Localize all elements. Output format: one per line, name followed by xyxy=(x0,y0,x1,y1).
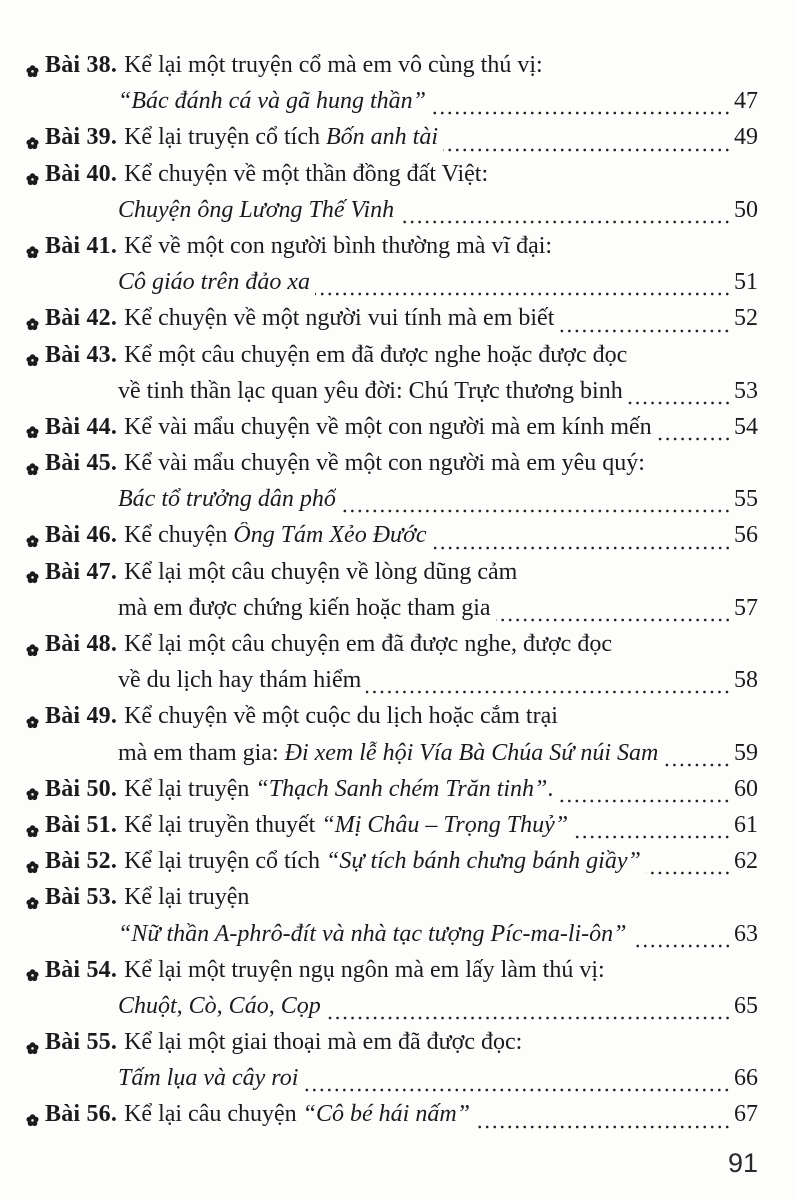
entry-text xyxy=(124,124,438,151)
entry-text-segment: Ông Tám Xẻo Đước xyxy=(233,522,427,549)
entry-text-segment: Kể chuyện về một người vui tính mà em biết xyxy=(124,305,555,332)
toc-entry xyxy=(25,631,758,703)
page-number: 91 xyxy=(727,1148,758,1178)
dot-leader xyxy=(663,763,731,767)
entry-text xyxy=(124,1101,470,1128)
toc-line xyxy=(25,884,758,920)
dot-leader xyxy=(496,618,731,622)
entry-number: Bài 38. xyxy=(45,52,118,78)
entry-text-segment: Kể lại truyện xyxy=(124,775,256,802)
entry-number: Bài 49. xyxy=(45,703,118,730)
toc-line xyxy=(25,559,758,595)
entry-text xyxy=(124,414,652,441)
entry-number: Bài 47. xyxy=(45,558,118,585)
dot-leader xyxy=(657,437,731,441)
toc-entry xyxy=(25,342,758,414)
entry-page-number: 58 xyxy=(734,667,758,694)
flower-bullet-icon xyxy=(25,895,45,910)
entry-text xyxy=(118,667,361,694)
entry-text-segment: Kể lại truyền thuyết xyxy=(124,811,322,838)
entry-text xyxy=(124,305,554,332)
toc-entry xyxy=(25,233,758,305)
flower-bullet-icon xyxy=(25,171,45,186)
toc-entry xyxy=(25,52,758,124)
entry-text xyxy=(118,993,321,1020)
toc-line xyxy=(25,124,758,160)
toc-entry xyxy=(25,884,758,956)
entry-text xyxy=(124,703,558,730)
toc-entry xyxy=(25,450,758,522)
entry-text xyxy=(124,559,517,586)
entry-text xyxy=(124,1029,522,1056)
entry-text-segment: “Bác đánh cá và gã hung thần” xyxy=(118,88,426,115)
toc-line xyxy=(25,522,758,558)
toc-line xyxy=(25,631,758,667)
toc-entry xyxy=(25,1029,758,1101)
entry-page-number: 63 xyxy=(734,920,758,947)
toc-entry xyxy=(25,957,758,1029)
flower-bullet-icon xyxy=(25,859,45,874)
entry-text-segment: Kể lại một câu chuyện em đã được nghe, được đọc xyxy=(124,631,612,657)
toc-line xyxy=(25,921,758,957)
entry-text-segment: Kể lại câu chuyện xyxy=(124,1101,303,1128)
entry-text xyxy=(124,884,249,911)
toc-line xyxy=(25,703,758,739)
toc-line xyxy=(25,1029,758,1065)
entry-text-segment: Bốn anh tài xyxy=(326,124,439,151)
entry-page-number: 51 xyxy=(734,269,758,296)
entry-text-segment: Chuột, Cò, Cáo, Cọp xyxy=(118,992,321,1019)
entry-text-segment: “Thạch Sanh chém Trăn tinh” xyxy=(255,775,548,802)
flower-bullet-icon xyxy=(25,1112,45,1127)
flower-bullet-icon xyxy=(25,642,45,657)
toc-entry xyxy=(25,703,758,775)
entry-text xyxy=(118,740,658,767)
entry-text xyxy=(118,197,394,224)
dot-leader xyxy=(303,1088,731,1092)
dot-leader xyxy=(341,509,731,513)
entry-page-number: 52 xyxy=(734,305,758,332)
entry-page-number: 62 xyxy=(734,848,758,875)
entry-text xyxy=(124,631,612,658)
entry-text-segment: Đi xem lễ hội Vía Bà Chúa Sứ núi Sam xyxy=(284,739,659,766)
entry-page-number: 53 xyxy=(734,377,758,404)
flower-bullet-icon xyxy=(25,967,45,982)
entry-text xyxy=(124,342,627,369)
flower-bullet-icon xyxy=(25,533,45,548)
entry-text-segment: mà em được chứng kiến hoặc tham gia xyxy=(118,594,491,621)
toc-line xyxy=(25,305,758,341)
entry-text-segment: Kể một câu chuyện em đã được nghe hoặc được đọc xyxy=(124,341,628,368)
entry-text-segment: . xyxy=(547,775,554,802)
entry-page-number: 59 xyxy=(734,739,758,766)
entry-number: Bài 54. xyxy=(45,956,118,983)
flower-bullet-icon xyxy=(25,1040,45,1055)
entry-number: Bài 51. xyxy=(45,811,118,838)
toc-line xyxy=(25,1065,758,1101)
entry-text-segment: Kể vài mẩu chuyện về một con người mà em kính mến xyxy=(124,413,652,440)
entry-number: Bài 44. xyxy=(45,413,118,440)
toc-entry xyxy=(25,812,758,848)
entry-page-number: 65 xyxy=(734,992,758,1019)
entry-text xyxy=(118,269,310,296)
dot-leader xyxy=(443,148,731,152)
entry-text xyxy=(118,378,623,405)
entry-number: Bài 53. xyxy=(45,884,118,911)
entry-page-number: 50 xyxy=(734,196,758,223)
dot-leader xyxy=(646,871,731,875)
toc-line xyxy=(25,848,758,884)
toc-list xyxy=(25,52,758,1138)
entry-text xyxy=(124,848,641,875)
entry-text-segment: Cô giáo trên đảo xa xyxy=(118,269,310,296)
entry-number: Bài 52. xyxy=(45,848,118,875)
entry-text-segment: Kể lại một câu chuyện về lòng dũng cảm xyxy=(124,558,518,585)
entry-text xyxy=(124,776,553,803)
dot-leader xyxy=(432,546,731,550)
dot-leader xyxy=(632,944,731,948)
toc-entry xyxy=(25,776,758,812)
entry-number: Bài 56. xyxy=(45,1101,118,1128)
entry-text-segment: “Mị Châu – Trọng Thuỷ” xyxy=(321,811,569,838)
entry-text-segment: “Sự tích bánh chưng bánh giầy” xyxy=(326,848,641,875)
entry-text-segment: Kể chuyện về một thần đồng đất Việt: xyxy=(124,160,489,187)
entry-number: Bài 48. xyxy=(45,631,118,657)
entry-page-number: 49 xyxy=(734,124,758,151)
dot-leader xyxy=(431,111,731,115)
entry-text xyxy=(124,450,645,477)
toc-entry xyxy=(25,522,758,558)
entry-number: Bài 39. xyxy=(45,124,118,151)
entry-number: Bài 43. xyxy=(45,341,118,368)
entry-text xyxy=(124,233,552,260)
entry-text xyxy=(124,522,427,549)
entry-number: Bài 45. xyxy=(45,450,118,477)
flower-bullet-icon xyxy=(25,424,45,439)
toc-entry xyxy=(25,161,758,233)
entry-text-segment: về tinh thần lạc quan yêu đời: Chú Trực thương binh xyxy=(118,377,623,404)
entry-text-segment: Kể chuyện về một cuộc du lịch hoặc cắm trại xyxy=(124,703,558,730)
toc-entry xyxy=(25,848,758,884)
toc-entry xyxy=(25,1101,758,1137)
toc-line xyxy=(25,776,758,812)
entry-number: Bài 46. xyxy=(45,522,118,549)
entry-page-number: 61 xyxy=(734,811,758,838)
toc-line xyxy=(25,595,758,631)
toc-line xyxy=(25,233,758,269)
flower-bullet-icon xyxy=(25,316,45,331)
toc-line xyxy=(25,161,758,197)
toc-line xyxy=(25,957,758,993)
toc-line xyxy=(25,667,758,703)
entry-page-number: 47 xyxy=(734,88,758,115)
toc-line xyxy=(25,52,758,88)
entry-text-segment: “Cô bé hái nấm” xyxy=(302,1101,471,1128)
entry-text xyxy=(124,812,568,839)
entry-text xyxy=(124,161,488,188)
entry-text-segment: Bác tổ trưởng dân phố xyxy=(118,486,336,513)
flower-bullet-icon xyxy=(25,569,45,584)
entry-page-number: 67 xyxy=(734,1101,758,1128)
toc-entry xyxy=(25,559,758,631)
dot-leader xyxy=(559,329,731,333)
entry-text-segment: Kể lại một truyện ngụ ngôn mà em lấy làm thú vị: xyxy=(124,956,605,983)
toc-line xyxy=(25,486,758,522)
flower-bullet-icon xyxy=(25,823,45,838)
entry-page-number: 60 xyxy=(734,775,758,802)
flower-bullet-icon xyxy=(25,461,45,476)
dot-leader xyxy=(558,799,731,803)
entry-text xyxy=(118,921,627,948)
entry-text-segment: Kể lại truyện cổ tích xyxy=(124,848,327,875)
toc-line xyxy=(25,88,758,124)
entry-page-number: 57 xyxy=(734,594,758,621)
toc-entry xyxy=(25,414,758,450)
dot-leader xyxy=(628,401,731,405)
entry-text-segment: “Nữ thần A-phrô-đít và nhà tạc tượng Píc-ma-li-ôn” xyxy=(118,920,627,947)
flower-bullet-icon xyxy=(25,786,45,801)
entry-number: Bài 40. xyxy=(45,160,118,187)
entry-text-segment: Kể lại truyện xyxy=(124,884,250,911)
dot-leader xyxy=(315,292,731,296)
toc-line xyxy=(25,450,758,486)
entry-text-segment: Kể về một con người bình thường mà vĩ đại: xyxy=(124,232,553,259)
entry-text-segment: Kể lại một giai thoại mà em đã được đọc: xyxy=(124,1029,523,1056)
entry-number: Bài 42. xyxy=(45,305,118,332)
toc-line xyxy=(25,378,758,414)
toc-line xyxy=(25,740,758,776)
entry-text-segment: Kể lại truyện cổ tích xyxy=(124,124,327,151)
entry-text-segment: về du lịch hay thám hiểm xyxy=(118,667,362,694)
entry-text-segment: Kể lại một truyện cổ mà em vô cùng thú vị: xyxy=(124,52,543,78)
entry-text-segment: Tấm lụa và cây roi xyxy=(118,1065,299,1092)
toc-entry xyxy=(25,124,758,160)
entry-text xyxy=(124,957,605,984)
entry-page-number: 55 xyxy=(734,486,758,513)
flower-bullet-icon xyxy=(25,135,45,150)
entry-number: Bài 41. xyxy=(45,232,118,259)
flower-bullet-icon xyxy=(25,352,45,367)
entry-page-number: 66 xyxy=(734,1065,758,1092)
flower-bullet-icon xyxy=(25,244,45,259)
entry-text-segment: Chuyện ông Lương Thế Vinh xyxy=(118,196,395,223)
flower-bullet-icon xyxy=(25,714,45,729)
entry-page-number: 54 xyxy=(734,413,758,440)
entry-text xyxy=(118,1065,298,1092)
toc-entry xyxy=(25,305,758,341)
dot-leader xyxy=(573,835,731,839)
dot-leader xyxy=(475,1125,731,1129)
dot-leader xyxy=(399,220,731,224)
dot-leader xyxy=(326,1016,731,1020)
entry-text xyxy=(118,486,336,513)
toc-line xyxy=(25,812,758,848)
toc-line xyxy=(25,197,758,233)
flower-bullet-icon xyxy=(25,63,45,78)
entry-text xyxy=(118,88,426,115)
toc-line xyxy=(25,269,758,305)
toc-line xyxy=(25,414,758,450)
entry-text xyxy=(124,52,543,79)
entry-number: Bài 55. xyxy=(45,1029,118,1056)
entry-page-number: 56 xyxy=(734,522,758,549)
entry-text xyxy=(118,595,491,622)
toc-line xyxy=(25,1101,758,1137)
entry-text-segment: Kể vài mẩu chuyện về một con người mà em yêu quý: xyxy=(124,450,645,477)
entry-text-segment: mà em tham gia: xyxy=(118,739,285,766)
entry-number: Bài 50. xyxy=(45,775,118,802)
toc-line xyxy=(25,993,758,1029)
toc-line xyxy=(25,342,758,378)
dot-leader xyxy=(366,690,731,694)
entry-text-segment: Kể chuyện xyxy=(124,522,234,549)
